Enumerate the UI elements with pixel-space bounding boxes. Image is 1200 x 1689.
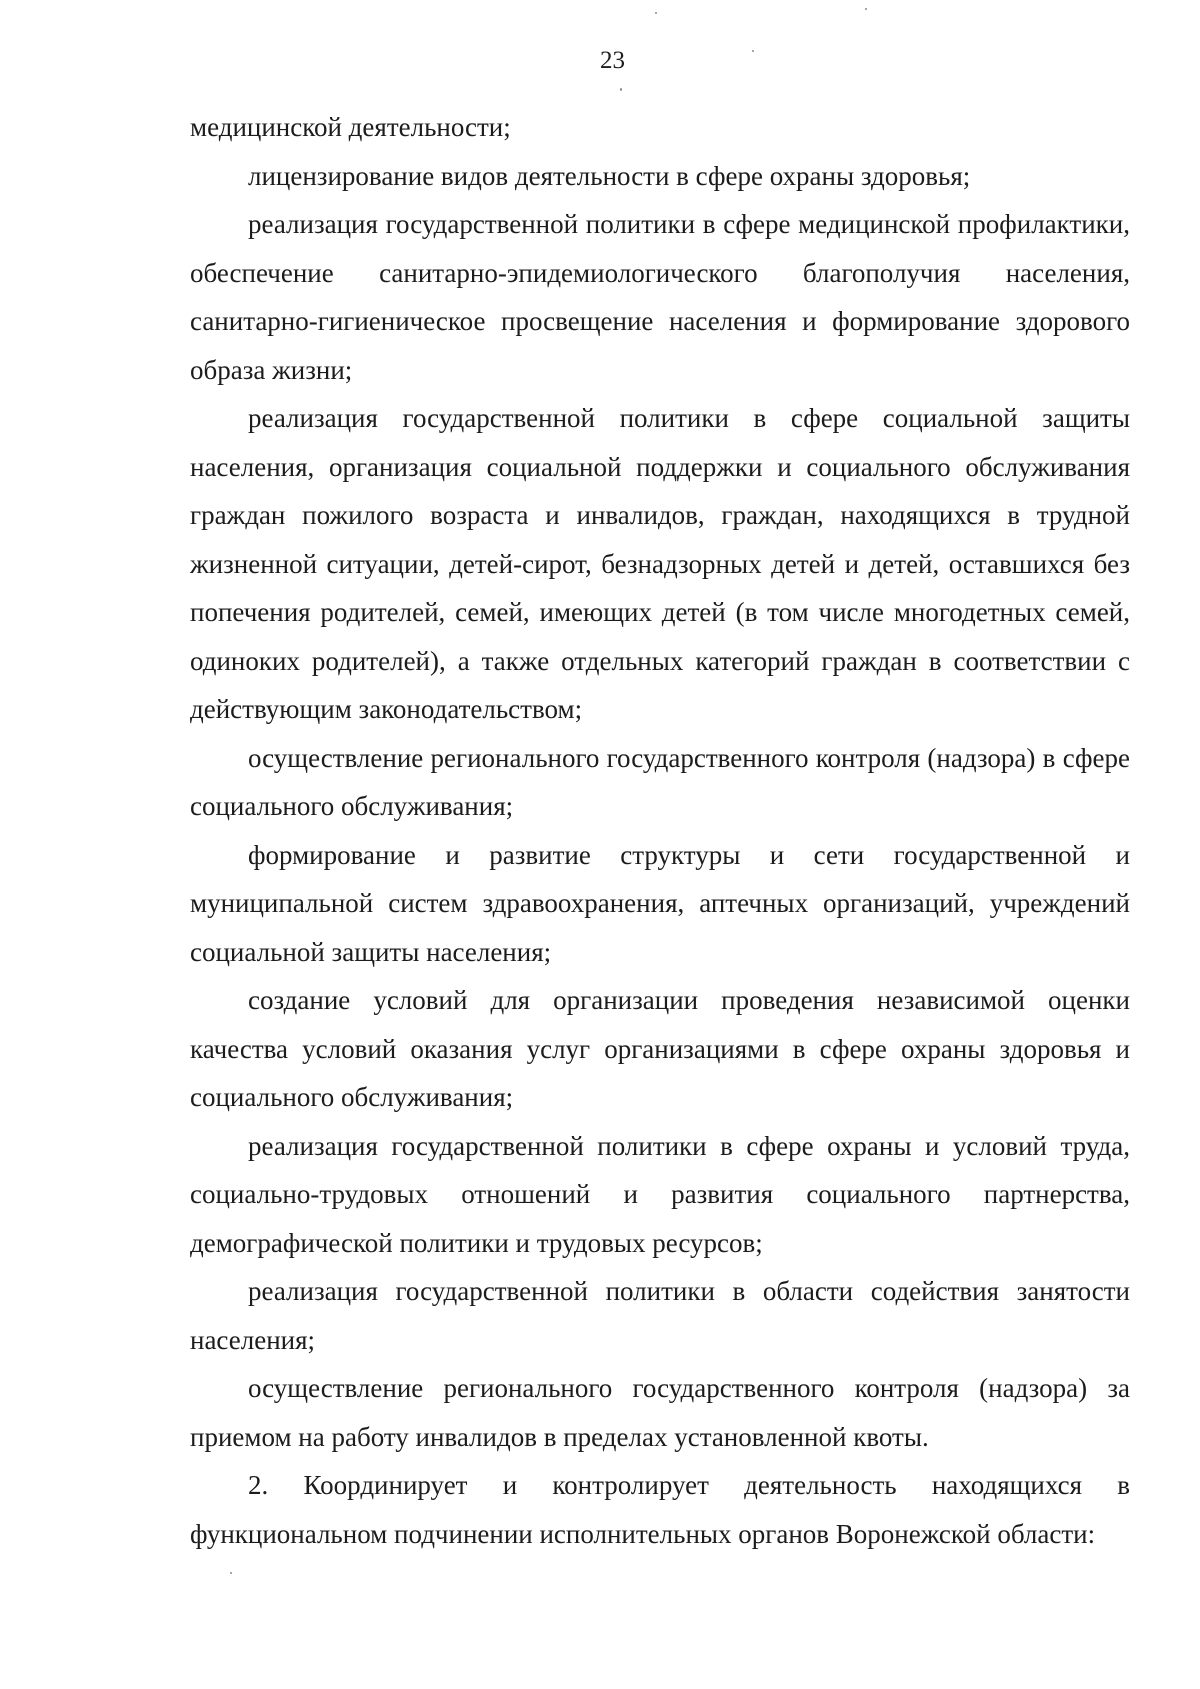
scan-speck (865, 8, 867, 10)
paragraph: реализация государственной политики в сфере социальной защиты населения, организация социальной поддержки и социального обслуживания граждан пожилого возраста и инвалидов, граждан, находящихся в трудной жизненной ситуации, детей-сирот, безнадзорных детей и детей, оставшихся без попечения родителей, семей, имеющих детей (в том числе многодетных семей, одиноких родителей), а также отдельных категорий граждан в соответствии с действующим законодательством; (190, 403, 1130, 724)
scan-speck (752, 50, 754, 52)
scan-speck (655, 12, 657, 14)
paragraph: 2. Координирует и контролирует деятельность находящихся в функциональном подчинении исполнительных органов Воронежской области: (190, 1470, 1130, 1549)
paragraph: осуществление регионального государственного контроля (надзора) в сфере социального обслуживания; (190, 742, 1130, 821)
paragraph: лицензирование видов деятельности в сфере охраны здоровья; (248, 160, 971, 191)
scan-speck (230, 1572, 232, 1574)
paragraph: создание условий для организации проведения независимой оценки качества условий оказания услуг организациями в сфере охраны здоровья и социального обслуживания; (190, 985, 1130, 1112)
paragraph: осуществление регионального государственного контроля (надзора) за приемом на работу инвалидов в пределах установленной квоты. (190, 1373, 1130, 1452)
paragraph: реализация государственной политики в сфере охраны и условий труда, социально-трудовых отношений и развития социального партнерства, демографической политики и трудовых ресурсов; (190, 1130, 1130, 1258)
paragraph: реализация государственной политики в области содействия занятости населения; (190, 1276, 1130, 1355)
paragraph: реализация государственной политики в сфере медицинской профилактики, обеспечение санитарно-эпидемиологического благополучия населения, санитарно-гигиеническое просвещение населения и формирование здорового образа жизни; (190, 209, 1130, 385)
scan-speck (620, 88, 622, 91)
paragraph: медицинской деятельности; (190, 112, 511, 142)
document-body (190, 103, 1130, 1558)
page-number: 23 (600, 47, 625, 74)
paragraph: формирование и развитие структуры и сети государственной и муниципальной систем здравоохранения, аптечных организаций, учреждений социальной защиты населения; (190, 839, 1130, 967)
